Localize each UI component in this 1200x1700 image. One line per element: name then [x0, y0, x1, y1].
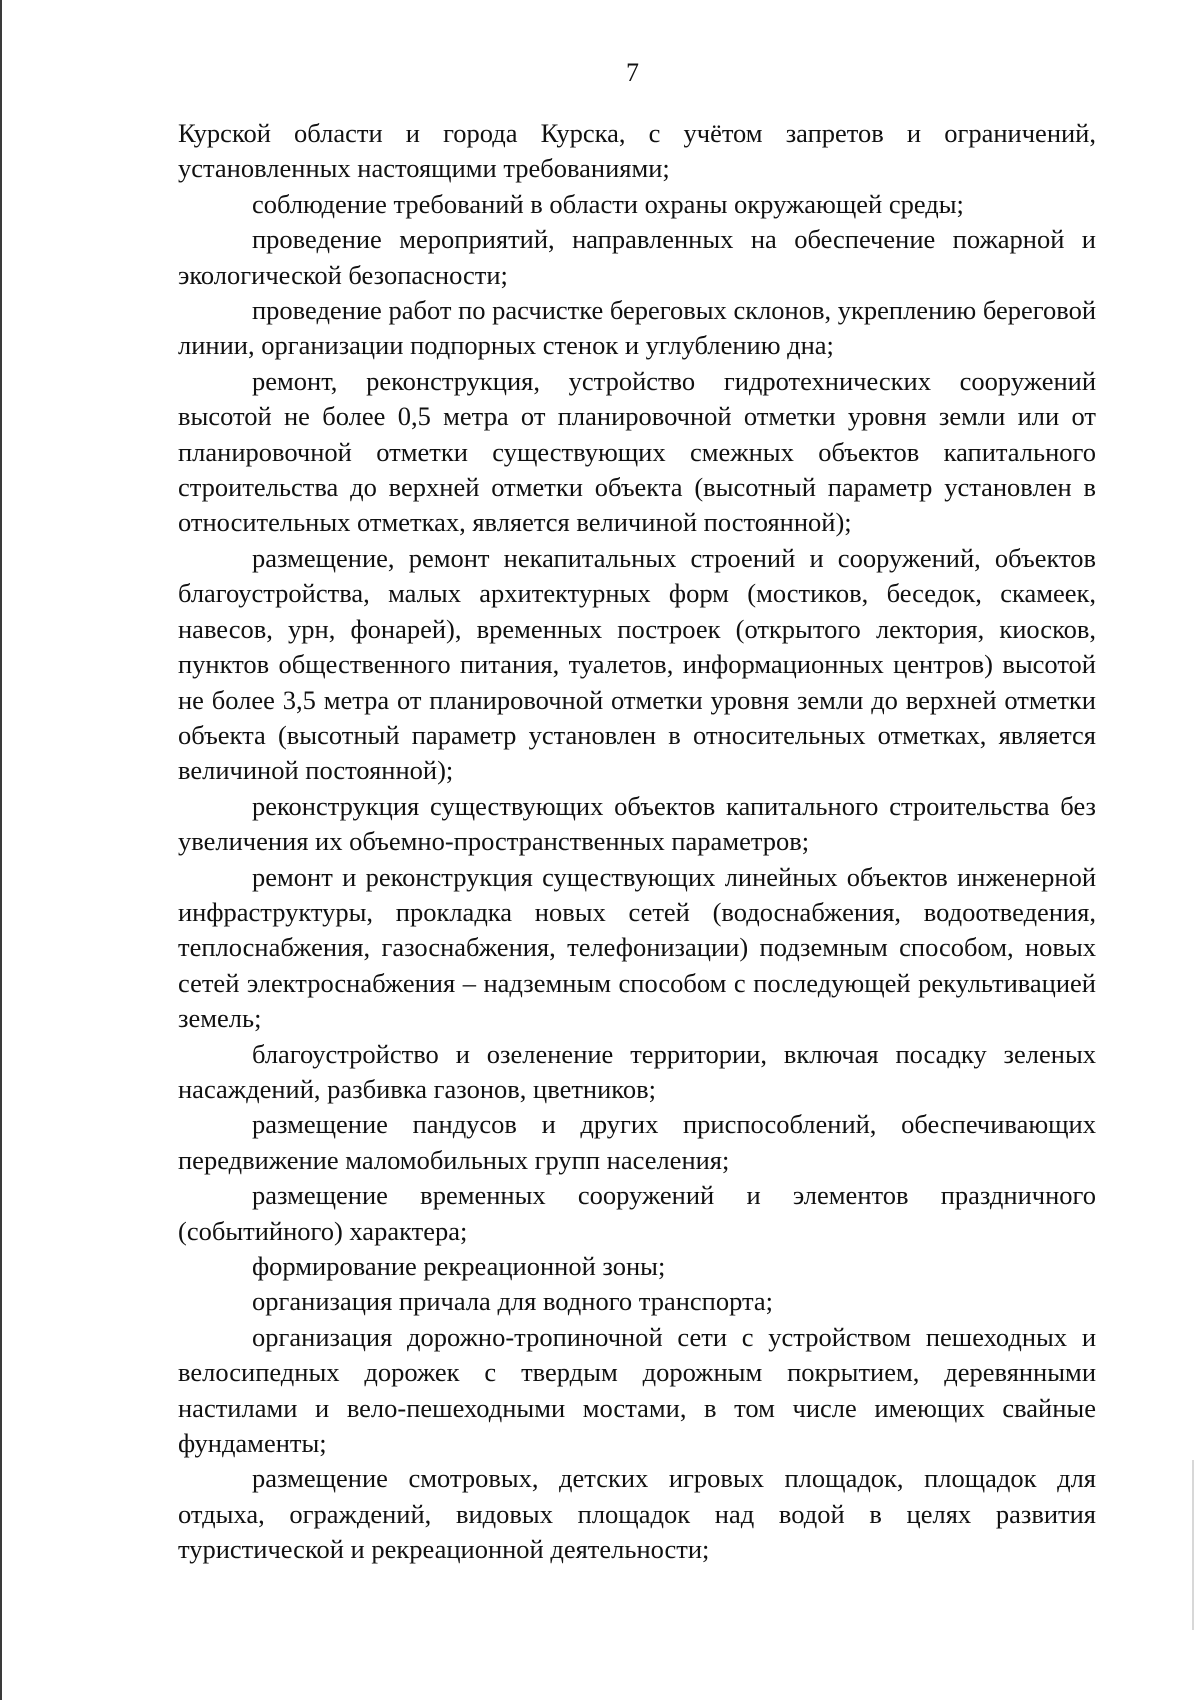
paragraph-landscaping: благоустройство и озеленение территории, включая посадку зеленых насаждений, разбивка газонов, цветников;: [178, 1038, 1096, 1104]
paragraph-recreation-zone: формирование рекреационной зоны;: [252, 1251, 666, 1281]
paragraph-ramps: размещение пандусов и других приспособлений, обеспечивающих передвижение маломобильных групп населения;: [178, 1109, 1096, 1175]
document-body: [178, 116, 1096, 1568]
paragraph-viewing-platforms: размещение смотровых, детских игровых площадок, площадок для отдыха, ограждений, видовых площадок над водой в целях развития туристической и рекреационной деятельности;: [178, 1463, 1096, 1565]
paragraph-environment: соблюдение требований в области охраны окружающей среды;: [252, 188, 964, 219]
scan-edge-left: [0, 0, 2, 1700]
paragraph-hydraulic-structures: ремонт, реконструкция, устройство гидротехнических сооружений высотой не более 0,5 метра от планировочной отметки уровня земли или от планировочной отметки существующих смежных объектов капитального строительства до верхней отметки объекта (высотный параметр установлен в относительных отметках, является величиной постоянной);: [178, 365, 1096, 538]
paragraph-temporary-buildings: размещение, ремонт некапитальных строений и сооружений, объектов благоустройства, малых архитектурных форм (мостиков, беседок, скамеек, навесов, урн, фонарей), временных построек (открытого лектория, киосков, пунктов общественного питания, туалетов, информационных центров) высотой не более 3,5 метра от планировочной отметки уровня земли до верхней отметки объекта (высотный параметр установлен в относительных отметках, является величиной постоянной);: [178, 542, 1096, 786]
paragraph-utility-networks: ремонт и реконструкция существующих линейных объектов инженерной инфраструктуры, прокладка новых сетей (водоснабжения, водоотведения, теплоснабжения, газоснабжения, телефонизации) подземным способом, новых сетей электроснабжения – надземным способом с последующей рекультивацией земель;: [178, 861, 1096, 1034]
scan-edge-right: [1192, 1460, 1194, 1630]
paragraph-pier: организация причала для водного транспорта;: [252, 1286, 774, 1317]
paragraph-paths-network: организация дорожно-тропиночной сети с устройством пешеходных и велосипедных дорожек с твердым дорожным покрытием, деревянными настилами и вело-пешеходными мостами, в том числе имеющих свайные фундаменты;: [178, 1321, 1096, 1459]
paragraph-fire-safety: проведение мероприятий, направленных на обеспечение пожарной и экологической безопасности;: [178, 224, 1096, 290]
paragraph-reconstruction: реконструкция существующих объектов капитального строительства без увеличения их объемно-пространственных параметров;: [178, 790, 1096, 857]
paragraph-bank-works: проведение работ по расчистке береговых склонов, укреплению береговой линии, организации подпорных стенок и углублению дна;: [178, 295, 1096, 361]
paragraph-continuation: Курской области и города Курска, с учётом запретов и ограничений, установленных настоящими требованиями;: [178, 118, 1096, 184]
paragraph-festive-structures: размещение временных сооружений и элементов праздничного (событийного) характера;: [178, 1180, 1096, 1246]
page-number: 7: [626, 58, 639, 87]
